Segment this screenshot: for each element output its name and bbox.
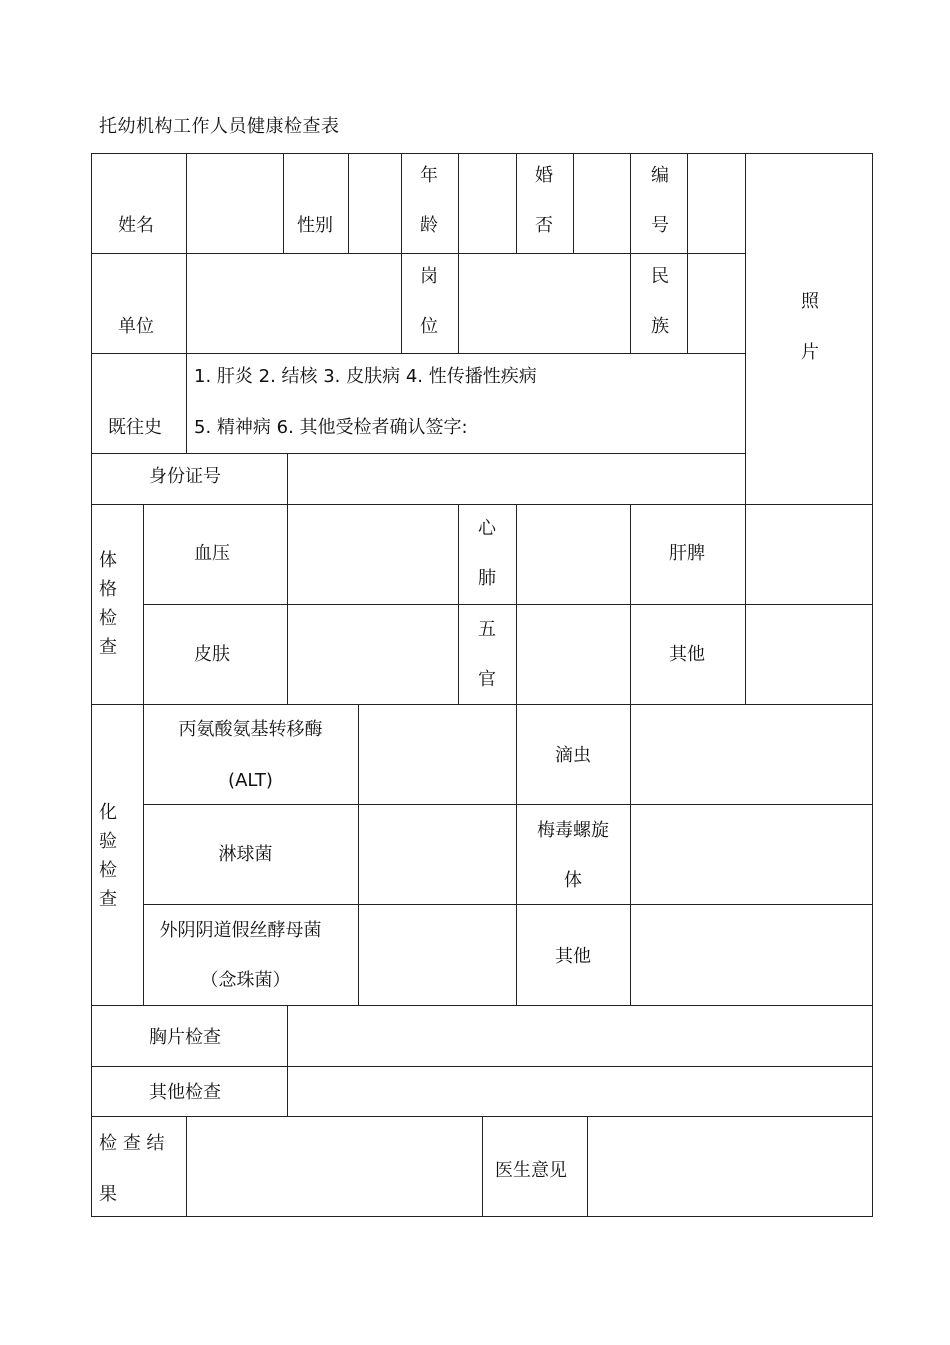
ethnicity-label-top: 民 <box>651 266 669 287</box>
facial-features-label-bottom: 官 <box>478 669 496 690</box>
id-number-label: 身份证号 <box>149 466 221 487</box>
col-divider <box>283 153 284 253</box>
other-physical-label: 其他 <box>669 644 705 665</box>
col-divider <box>630 504 631 1005</box>
lab-tests-label-3: 检 <box>99 860 117 881</box>
history-label: 既往史 <box>108 417 162 438</box>
syphilis-label-bottom: 体 <box>564 870 582 891</box>
ethnicity-label-bottom: 族 <box>651 316 669 337</box>
unit-label: 单位 <box>118 316 154 337</box>
chest-xray-label: 胸片检查 <box>149 1027 221 1048</box>
form-title: 托幼机构工作人员健康检查表 <box>99 116 340 137</box>
physical-exam-label-4: 查 <box>99 637 117 658</box>
row-divider <box>91 504 873 505</box>
history-options-line2: 5. 精神病 6. 其他受检者确认签字: <box>194 417 468 438</box>
row-divider <box>91 704 873 705</box>
post-label-top: 岗 <box>420 266 438 287</box>
number-label-top: 编 <box>651 165 669 186</box>
col-divider <box>287 504 288 704</box>
age-label-bottom: 龄 <box>420 215 438 236</box>
blood-pressure-label: 血压 <box>194 543 230 564</box>
row-divider <box>143 604 873 605</box>
col-divider <box>186 153 187 453</box>
col-divider <box>630 153 631 353</box>
marital-label-bottom: 否 <box>535 215 553 236</box>
col-divider <box>516 153 517 253</box>
physical-exam-label-3: 检 <box>99 608 117 629</box>
col-divider <box>287 453 288 504</box>
col-divider <box>358 704 359 1005</box>
col-divider <box>287 1005 288 1116</box>
heart-lung-label-top: 心 <box>478 518 496 539</box>
col-divider <box>587 1116 588 1217</box>
heart-lung-label-bottom: 肺 <box>478 568 496 589</box>
row-divider <box>91 1066 873 1067</box>
row-divider <box>143 904 873 905</box>
col-divider <box>401 153 402 353</box>
col-divider <box>186 1116 187 1217</box>
alt-label-top: 丙氨酸氨基转移酶 <box>178 719 323 740</box>
lab-tests-label-1: 化 <box>99 802 117 823</box>
col-divider <box>348 153 349 253</box>
row-divider <box>91 453 745 454</box>
row-divider <box>91 253 745 254</box>
exam-result-label-bottom: 果 <box>99 1184 117 1205</box>
doctor-opinion-label: 医生意见 <box>495 1160 567 1181</box>
row-divider <box>91 1005 873 1006</box>
photo-label-bottom: 片 <box>801 342 819 363</box>
lab-tests-label-4: 查 <box>99 889 117 910</box>
history-options-line1: 1. 肝炎 2. 结核 3. 皮肤病 4. 性传播性疾病 <box>194 366 537 387</box>
col-divider <box>745 504 746 704</box>
col-divider <box>687 153 688 353</box>
physical-exam-label-1: 体 <box>99 550 117 571</box>
marital-label-top: 婚 <box>535 165 553 186</box>
lab-tests-label-2: 验 <box>99 831 117 852</box>
col-divider <box>458 153 459 353</box>
photo-label-top: 照 <box>801 291 819 312</box>
col-divider <box>482 1116 483 1217</box>
skin-label: 皮肤 <box>194 644 230 665</box>
liver-spleen-label: 肝脾 <box>669 543 705 564</box>
row-divider <box>143 804 873 805</box>
col-divider <box>458 504 459 704</box>
gender-label: 性别 <box>297 215 333 236</box>
col-divider <box>745 153 746 504</box>
age-label-top: 年 <box>420 165 438 186</box>
name-label: 姓名 <box>118 215 154 236</box>
number-label-bottom: 号 <box>651 215 669 236</box>
exam-result-label-top: 检 查 结 <box>99 1133 165 1154</box>
row-divider <box>91 353 745 354</box>
other-lab-label: 其他 <box>555 946 591 967</box>
col-divider <box>573 153 574 253</box>
trichomonas-label: 滴虫 <box>555 745 591 766</box>
physical-exam-label-2: 格 <box>99 579 117 600</box>
candida-label-bottom: （念珠菌） <box>200 970 291 991</box>
gonococcus-label: 淋球菌 <box>218 844 273 865</box>
syphilis-label-top: 梅毒螺旋 <box>537 820 609 841</box>
candida-label-top: 外阴阴道假丝酵母菌 <box>159 920 322 941</box>
other-exam-label: 其他检查 <box>149 1082 221 1103</box>
facial-features-label-top: 五 <box>478 619 496 640</box>
alt-label-bottom: (ALT) <box>228 770 273 791</box>
post-label-bottom: 位 <box>420 316 438 337</box>
